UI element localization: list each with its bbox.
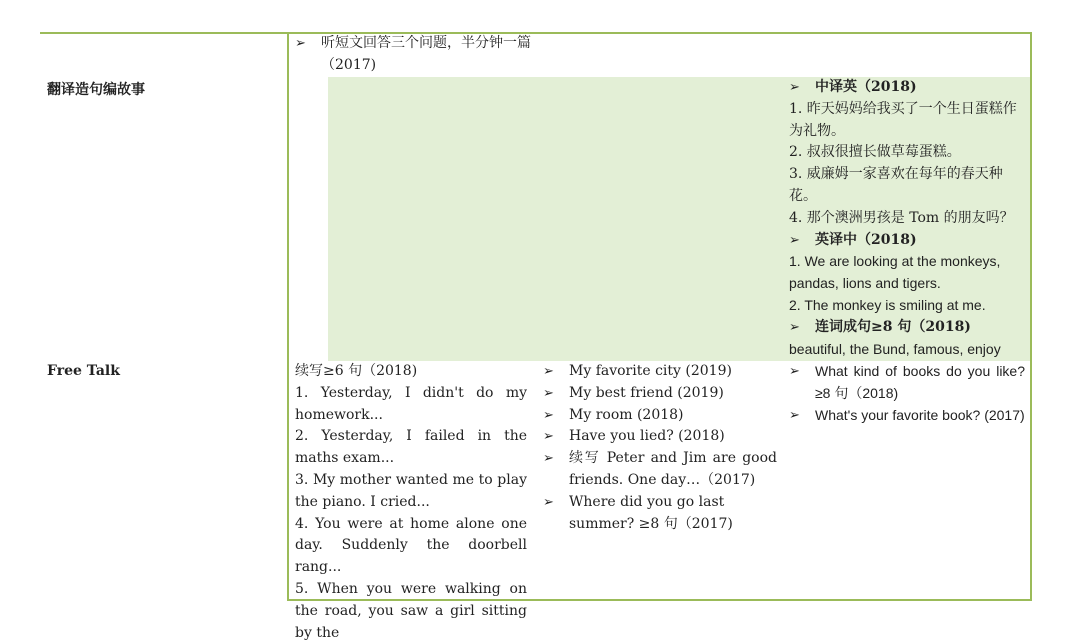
list-item: ➢ My favorite city (2019): [543, 361, 777, 383]
list-item: 3. 威廉姆一家喜欢在每年的春天种花。: [789, 166, 1003, 204]
arrow-bullet-icon: ➢: [543, 407, 554, 423]
list-item: beautiful, the Bund, famous, enjoy: [789, 340, 1001, 357]
list-item: 1. Yesterday, I didn't do my homework...: [295, 384, 527, 423]
arrow-bullet-icon: ➢: [789, 407, 800, 423]
arrow-bullet-icon: ➢: [543, 451, 554, 467]
arrow-bullet-icon: ➢: [789, 364, 800, 379]
list-item: ➢ My room (2018): [543, 405, 777, 427]
arrow-bullet-icon: ➢: [295, 36, 306, 51]
col-divider-left: [287, 33, 289, 601]
row2-col1: [295, 361, 527, 644]
list-item: 4. You were at home alone one day. Suddenly the doorbell rang...: [295, 515, 527, 576]
list-item: ➢ What kind of books do you like? ≥8 句（2018): [789, 361, 1025, 405]
arrow-bullet-icon: ➢: [789, 232, 800, 248]
list-item: 2. The monkey is smiling at me.: [789, 296, 986, 313]
list-item: 1. We are looking at the monkeys, pandas, lions and tigers.: [789, 253, 1001, 292]
row2-col2: [543, 361, 777, 535]
arrow-bullet-icon: ➢: [543, 494, 554, 510]
list-item: 3. My mother wanted me to play the piano. I cried...: [295, 471, 527, 510]
arrow-bullet-icon: ➢: [543, 429, 554, 445]
arrow-bullet-icon: ➢: [543, 364, 554, 379]
list-item: 4. 那个澳洲男孩是 Tom 的朋友吗？: [789, 209, 1014, 226]
list-item: ➢ My best friend (2019): [543, 383, 777, 405]
list-item: 2. Yesterday, I failed in the maths exam...: [295, 428, 527, 467]
list-item: ➢ Where did you go last summer? ≥8 句（2017): [543, 492, 777, 536]
list-item: 1. 昨天妈妈给我买了一个生日蛋糕作为礼物。: [789, 100, 1017, 139]
arrow-bullet-icon: ➢: [543, 385, 554, 401]
row1-col3: [789, 77, 1025, 360]
row2-col3: [789, 361, 1025, 426]
section-heading: ➢ 中译英（2018): [789, 77, 1025, 99]
list-item: ➢ What's your favorite book? (2017): [789, 405, 1025, 427]
list-item: ➢ 续写 Peter and Jim are good friends. One day…（2017): [543, 448, 777, 492]
section-heading: ➢ 连词成句≥8 句（2018): [789, 317, 1025, 339]
list-item: ➢ 听短文回答三个问题，半分钟一篇（2017): [295, 33, 535, 77]
list-item: ➢ Have you lied? (2018): [543, 426, 777, 448]
col-divider-right: [1030, 33, 1032, 601]
row0-col1: [295, 33, 535, 77]
section-heading: 续写≥6 句（2018): [295, 363, 418, 379]
list-item: 2. 叔叔很擅长做草莓蛋糕。: [789, 144, 961, 161]
row-label-translation: 翻译造句编故事: [47, 82, 145, 98]
exam-table: [40, 33, 1032, 641]
section-heading: ➢ 英译中（2018): [789, 230, 1025, 252]
arrow-bullet-icon: ➢: [789, 80, 800, 95]
list-item: 5. When you were walking on the road, you saw a girl sitting by the: [295, 580, 527, 641]
arrow-bullet-icon: ➢: [789, 319, 800, 335]
row-label-free-talk: Free Talk: [47, 363, 120, 379]
